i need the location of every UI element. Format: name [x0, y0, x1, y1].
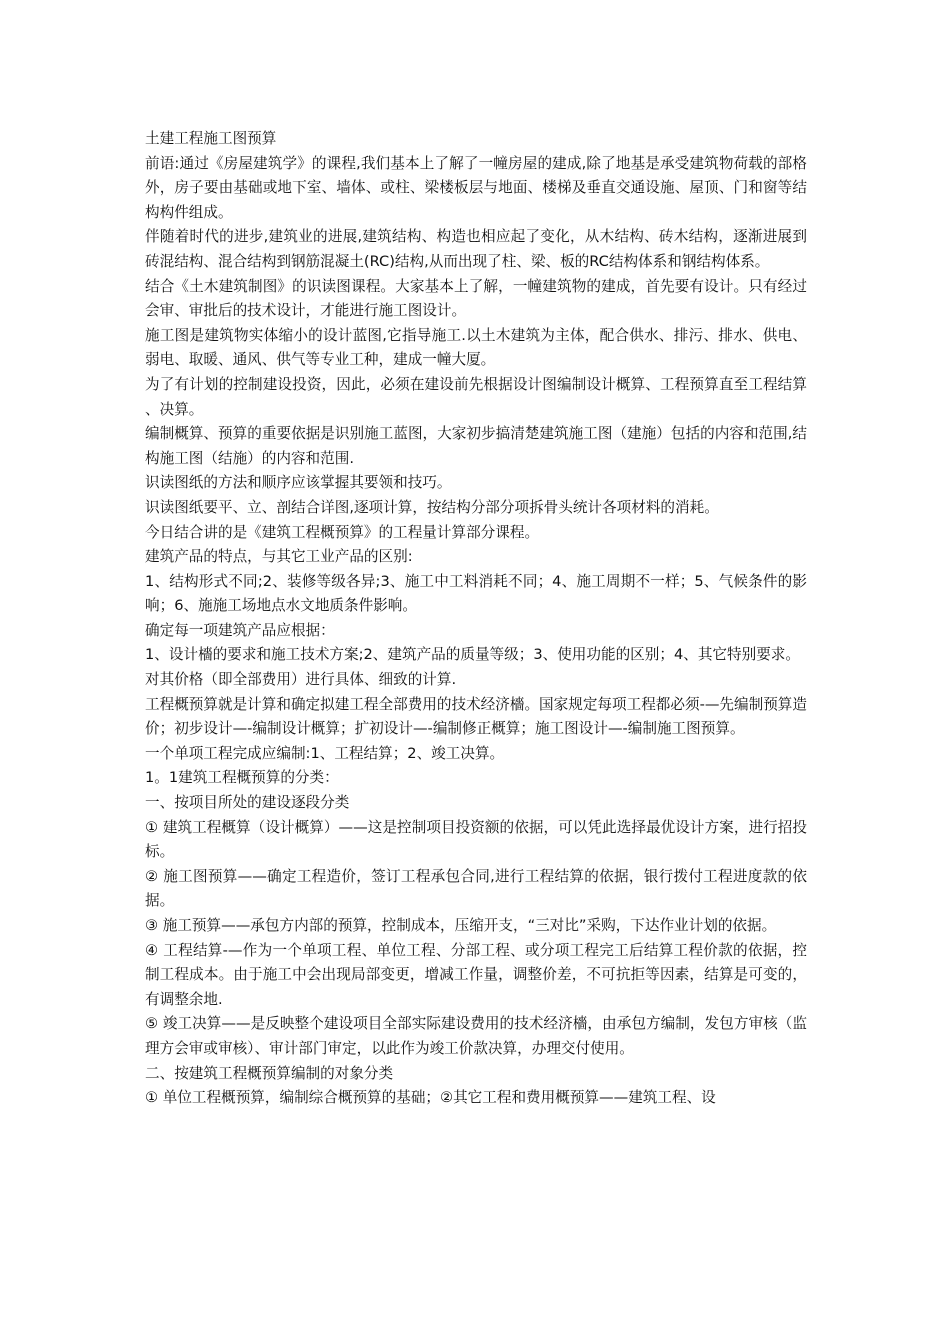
paragraph: 对其价格（即全部费用）进行具体、细致的计算.	[145, 671, 457, 689]
list-paragraph: 1、结构形式不同;2、装修等级各异;3、施工中工料消耗不同；4、施工周期不一样；5、气候条件的影响；6、施施工场地点水文地质条件影响。	[145, 572, 807, 615]
paragraph: 工程概预算就是计算和确定拟建工程全部费用的技术经济檣。国家规定每项工程都必须-—先编制预算造价；初步设计—-编制设计概算；扩初设计—-编制修正概算；施工图设计—-编制施工图预算。	[145, 695, 807, 738]
paragraph: 编制概算、预算的重要依据是识别施工蓝图，大家初步搞清楚建筑施工图（建施）包括的内容和范围,结构施工图（结施）的内容和范围.	[145, 425, 807, 467]
list-item: ⑤ 竣工决算——是反映整个建设项目全部实际建设费用的技术经济檣，由承包方编制，发包方审核（监理方会审或审核）、审计部门审定，以此作为竣工价款决算，办理交付使用。	[145, 1015, 807, 1057]
list-item: ④ 工程结算-—作为一个单项工程、单位工程、分部工程、或分项工程完工后结算工程价款的依据，控制工程成本。由于施工中会出现局部变更，增减工作量，调整价差，不可抗拒等因素，结算是可变的，有调整余地.	[145, 941, 807, 1008]
list-item: ① 单位工程概预算，编制综合概预算的基础；②其它工程和费用概预算——建筑工程、设	[145, 1089, 716, 1107]
list-paragraph: 1、设计檣的要求和施工技术方案;2、建筑产品的质量等级；3、使用功能的区别；4、其它特别要求。	[145, 646, 800, 664]
section-heading: 一、按项目所处的建设逐段分类	[145, 794, 350, 812]
document-body	[145, 127, 807, 1111]
document-title: 土建工程施工图预算	[145, 130, 277, 147]
paragraph: 伴随着时代的进步,建筑业的进展,建筑结构、构造也相应起了变化，从木结构、砖木结构，逐渐进展到砖混结构、混合结构到钢筋混凝土(RC)结构,从而出现了柱、梁、板的RC结构体系和钢结构体系。	[145, 228, 807, 270]
paragraph: 今日结合讲的是《建筑工程概预算》的工程量计算部分课程。	[145, 523, 540, 541]
paragraph: 为了有计划的控制建设投资，因此，必须在建设前先根据设计图编制设计概算、工程预算直至工程结算、决算。	[145, 375, 807, 418]
paragraph: 前语:通过《房屋建筑学》的课程,我们基本上了解了一幢房屋的建成,除了地基是承受建筑物荷载的部格外，房子要由基础或地下室、墙体、或柱、梁楼板层与地面、楼梯及垂直交通设施、屋顶、门和窗等结构构件组成。	[145, 154, 807, 221]
section-heading: 1。1建筑工程概预算的分类：	[145, 769, 339, 787]
paragraph: 建筑产品的特点，与其它工业产品的区别:	[145, 548, 413, 566]
paragraph: 识读图纸要平、立、剖结合详图,逐项计算，按结构分部分项拆骨头统计各项材料的消耗。	[145, 498, 719, 516]
list-item: ③ 施工预算——承包方内部的预算，控制成本，压缩开支，“三对比”采购，下达作业计划的依据。	[145, 917, 777, 934]
paragraph: 施工图是建筑物实体缩小的设计蓝图,它指导施工.以土木建筑为主体，配合供水、排污、排水、供电、弱电、取暖、通风、供气等专业工种，建成一幢大厦。	[145, 326, 807, 369]
list-item: ② 施工图预算——确定工程造价，签订工程承包合同,进行工程结算的依据，银行拨付工程进度款的依据。	[145, 867, 807, 910]
paragraph: 确定每一项建筑产品应根据：	[145, 621, 335, 639]
paragraph: 一个单项工程完成应编制:1、工程结算；2、竣工决算。	[145, 744, 505, 762]
list-item: ① 建筑工程概算（设计概算）——这是控制项目投资额的依据，可以凭此选择最优设计方案，进行招投标。	[145, 818, 807, 861]
section-heading: 二、按建筑工程概预算编制的对象分类	[145, 1064, 394, 1082]
paragraph: 结合《土木建筑制图》的识读图课程。大家基本上了解，一幢建筑物的建成，首先要有设计。只有经过会审、审批后的技术设计，才能进行施工图设计。	[145, 277, 807, 320]
paragraph: 识读图纸的方法和顺序应该掌握其要领和技巧。	[145, 474, 452, 492]
